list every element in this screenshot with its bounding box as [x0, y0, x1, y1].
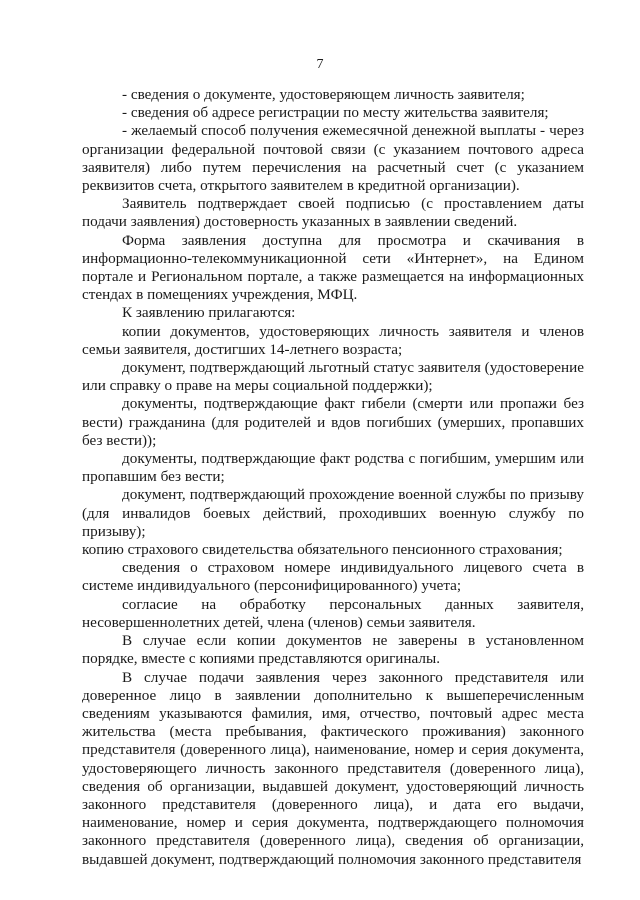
- page-number: 7: [316, 57, 324, 72]
- paragraph-representative: В случае подачи заявления через законного представителя или доверенное лицо в заявлении дополнительно к вышеперечисленным сведениям указываются фамилия, имя, отчество, почтовый адрес места жительства (места пребывания, фактического проживания) законного представителя (доверенного лица), наименование, номер и серия документа, удостоверяющего личность законного представителя (доверенного лица), сведения об организации, выдавшей документ, удостоверяющий личность законного представителя (доверенного лица), и дата его выдачи, наименование, номер и серия документа, подтверждающего полномочия законного представителя (доверенного лица), сведения об организации, выдавшей документ, подтверждающий полномочия законного представителя: [82, 668, 584, 868]
- paragraph-applicant-confirms: Заявитель подтверждает своей подписью (с проставлением даты подачи заявления) достоверность указанных в заявлении сведений.: [82, 195, 584, 231]
- paragraph-status-document: документ, подтверждающий льготный статус заявителя (удостоверение или справку о праве на меры социальной поддержки);: [82, 359, 584, 395]
- paragraph-data-consent: согласие на обработку персональных данных заявителя, несовершеннолетних детей, члена (членов) семьи заявителя.: [82, 595, 584, 631]
- paragraph-identity-copies: копии документов, удостоверяющих личность заявителя и членов семьи заявителя, достигших 14-летнего возраста;: [82, 322, 584, 358]
- paragraph-registration-address: - сведения об адресе регистрации по месту жительства заявителя;: [122, 104, 549, 122]
- paragraph-military-service: документ, подтверждающий прохождение военной службы по призыву (для инвалидов боевых действий, проходивших военную службу по призыву);: [82, 486, 584, 540]
- paragraph-pension-certificate: копию страхового свидетельства обязательного пенсионного страхования;: [82, 541, 563, 559]
- document-body: [82, 86, 584, 869]
- paragraph-insurance-number: сведения о страховом номере индивидуального лицевого счета в системе индивидуального (персонифицированного) учета;: [82, 559, 584, 595]
- paragraph-copies-originals: В случае если копии документов не заверены в установленном порядке, вместе с копиями представляются оригиналы.: [82, 632, 584, 668]
- paragraph-kinship-documents: документы, подтверждающие факт родства с погибшим, умершим или пропавшим без вести;: [82, 450, 584, 486]
- paragraph-identity-document: - сведения о документе, удостоверяющем личность заявителя;: [122, 86, 525, 103]
- paragraph-form-availability: Форма заявления доступна для просмотра и скачивания в информационно-телекоммуникационной сети «Интернет», на Едином портале и Региональном портале, а также размещается на информационных стендах в помещениях учреждения, МФЦ.: [82, 231, 584, 304]
- paragraph-payment-method: - желаемый способ получения ежемесячной денежной выплаты - через организации федеральной почтовой связи (с указанием почтового адреса заявителя) либо путем перечисления на расчетный счет (с указанием реквизитов счета, открытого заявителем в кредитной организации).: [82, 122, 584, 195]
- paragraph-attachments-heading: К заявлению прилагаются:: [122, 304, 296, 322]
- paragraph-death-documents: документы, подтверждающие факт гибели (смерти или пропажи без вести) гражданина (для родителей и вдов погибших (умерших, пропавших без вести));: [82, 395, 584, 449]
